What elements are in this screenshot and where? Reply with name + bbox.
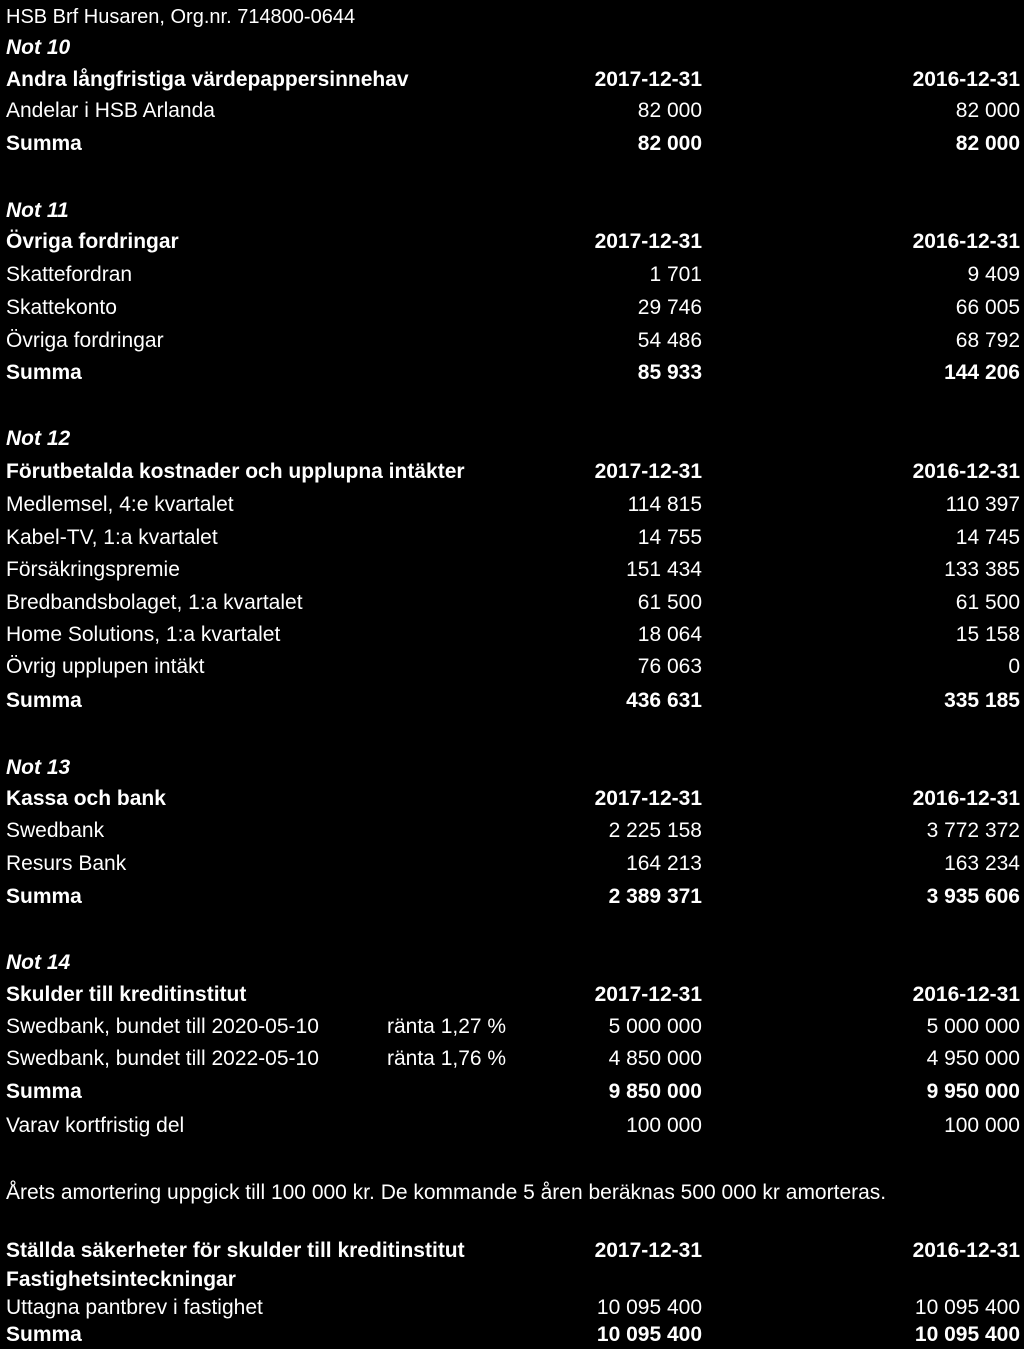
- table-row: [0, 524, 1024, 552]
- note14-total-row: [0, 1078, 1024, 1106]
- column-header-2016: 2016-12-31: [912, 460, 1020, 483]
- note12-label-row: [0, 425, 1024, 453]
- value-2016: 133 385: [944, 558, 1020, 581]
- value-2016: 5 000 000: [926, 1015, 1020, 1038]
- total-2016: 9 950 000: [926, 1080, 1020, 1103]
- total-2016: 335 185: [944, 689, 1020, 712]
- total-2017: 82 000: [637, 132, 702, 155]
- column-header-2017: 2017-12-31: [594, 68, 702, 91]
- value-2017: 114 815: [627, 493, 702, 516]
- table-row: [0, 621, 1024, 649]
- section-title: Ställda säkerheter för skulder till kreditinstitut: [6, 1239, 465, 1262]
- row-label: Resurs Bank: [6, 852, 127, 875]
- value-2016: 163 234: [944, 852, 1020, 875]
- value-2016: 82 000: [955, 99, 1020, 122]
- table-row: [0, 556, 1024, 584]
- note-title: Övriga fordringar: [6, 230, 179, 253]
- total-label: Summa: [6, 1323, 82, 1346]
- column-header-2016: 2016-12-31: [912, 1239, 1020, 1262]
- value-2017: 10 095 400: [596, 1296, 702, 1319]
- value-2016: 110 397: [945, 493, 1020, 516]
- row-label: Swedbank, bundet till 2020-05-10: [6, 1015, 319, 1038]
- note10-total-row: [0, 130, 1024, 158]
- note11-header-row: [0, 228, 1024, 256]
- total-label: Summa: [6, 689, 82, 712]
- column-header-2017: 2017-12-31: [594, 230, 702, 253]
- row-label: Övrig upplupen intäkt: [6, 655, 205, 678]
- table-row: [0, 1294, 1024, 1322]
- section-subtitle: Fastighetsinteckningar: [6, 1268, 236, 1291]
- row-label: Swedbank: [6, 819, 105, 842]
- note13-header-row: [0, 785, 1024, 813]
- value-2017: 5 000 000: [608, 1015, 702, 1038]
- interest-rate: ränta 1,76 %: [387, 1047, 507, 1070]
- table-row: [0, 1013, 1024, 1041]
- row-label: Skattefordran: [6, 263, 133, 286]
- value-2016: 0: [1008, 655, 1020, 678]
- note-title: Förutbetalda kostnader och upplupna intäkter: [6, 460, 465, 483]
- total-label: Summa: [6, 885, 82, 908]
- note12-header-row: [0, 458, 1024, 486]
- table-row: [0, 817, 1024, 845]
- value-2017: 61 500: [637, 591, 702, 614]
- note-title: Andra långfristiga värdepappersinnehav: [6, 68, 409, 91]
- row-label: Swedbank, bundet till 2022-05-10: [6, 1047, 319, 1070]
- total-2017: 85 933: [637, 361, 702, 384]
- row-label: Uttagna pantbrev i fastighet: [6, 1296, 263, 1319]
- table-row: [0, 850, 1024, 878]
- total-2016: 3 935 606: [926, 885, 1020, 908]
- value-2017: 100 000: [626, 1114, 702, 1137]
- row-label: Home Solutions, 1:a kvartalet: [6, 623, 281, 646]
- note-number: Not 11: [6, 199, 69, 222]
- table-row: [0, 653, 1024, 681]
- total-2017: 2 389 371: [608, 885, 702, 908]
- document-header: [0, 3, 1024, 31]
- table-row: [0, 1045, 1024, 1073]
- total-2016: 10 095 400: [914, 1323, 1020, 1346]
- total-2016: 144 206: [944, 361, 1020, 384]
- value-2016: 10 095 400: [914, 1296, 1020, 1319]
- note-title: Skulder till kreditinstitut: [6, 983, 247, 1006]
- column-header-2017: 2017-12-31: [594, 983, 702, 1006]
- table-row: [0, 261, 1024, 289]
- value-2017: 76 063: [637, 655, 702, 678]
- table-row: [0, 97, 1024, 125]
- value-2017: 164 213: [626, 852, 702, 875]
- column-header-2017: 2017-12-31: [594, 787, 702, 810]
- value-2016: 61 500: [955, 591, 1020, 614]
- row-label: Försäkringspremie: [6, 558, 180, 581]
- note-number: Not 13: [6, 756, 71, 779]
- column-header-2017: 2017-12-31: [594, 460, 702, 483]
- value-2017: 54 486: [637, 329, 702, 352]
- value-2016: 66 005: [955, 296, 1020, 319]
- row-label: Medlemsel, 4:e kvartalet: [6, 493, 234, 516]
- note13-total-row: [0, 883, 1024, 911]
- note-number: Not 14: [6, 951, 71, 974]
- note12-total-row: [0, 687, 1024, 715]
- total-label: Summa: [6, 1080, 82, 1103]
- table-row: [0, 589, 1024, 617]
- value-2017: 82 000: [637, 99, 702, 122]
- note14-label-row: [0, 949, 1024, 977]
- value-2016: 68 792: [955, 329, 1020, 352]
- row-label: Varav kortfristig del: [6, 1114, 185, 1137]
- note11-label-row: [0, 197, 1024, 225]
- short-term-row: [0, 1112, 1024, 1140]
- value-2017: 2 225 158: [608, 819, 702, 842]
- interest-rate: ränta 1,27 %: [387, 1015, 507, 1038]
- column-header-2016: 2016-12-31: [912, 983, 1020, 1006]
- row-label: Bredbandsbolaget, 1:a kvartalet: [6, 591, 303, 614]
- row-label: Andelar i HSB Arlanda: [6, 99, 215, 122]
- value-2017: 18 064: [637, 623, 702, 646]
- note10-label-row: [0, 34, 1024, 62]
- total-2017: 9 850 000: [608, 1080, 702, 1103]
- note-number: Not 12: [6, 427, 71, 450]
- note-title: Kassa och bank: [6, 787, 166, 810]
- total-2016: 82 000: [955, 132, 1020, 155]
- table-row: [0, 294, 1024, 322]
- column-header-2016: 2016-12-31: [912, 787, 1020, 810]
- value-2017: 1 701: [649, 263, 702, 286]
- pledged-header-row: [0, 1237, 1024, 1265]
- note11-total-row: [0, 359, 1024, 387]
- note13-label-row: [0, 754, 1024, 782]
- note10-header-row: [0, 66, 1024, 94]
- pledged-subtitle-row: [0, 1266, 1024, 1294]
- value-2017: 14 755: [637, 526, 702, 549]
- column-header-2016: 2016-12-31: [912, 230, 1020, 253]
- total-label: Summa: [6, 361, 82, 384]
- value-2016: 14 745: [955, 526, 1020, 549]
- value-2016: 100 000: [944, 1114, 1020, 1137]
- value-2017: 151 434: [626, 558, 702, 581]
- value-2016: 4 950 000: [926, 1047, 1020, 1070]
- value-2016: 9 409: [967, 263, 1020, 286]
- value-2016: 15 158: [955, 623, 1020, 646]
- row-label: Kabel-TV, 1:a kvartalet: [6, 526, 218, 549]
- row-label: Övriga fordringar: [6, 329, 164, 352]
- value-2017: 4 850 000: [608, 1047, 702, 1070]
- total-2017: 436 631: [626, 689, 702, 712]
- column-header-2017: 2017-12-31: [594, 1239, 702, 1262]
- total-2017: 10 095 400: [596, 1323, 702, 1346]
- value-2016: 3 772 372: [926, 819, 1020, 842]
- note-number: Not 10: [6, 36, 71, 59]
- organization-header: HSB Brf Husaren, Org.nr. 714800-0644: [6, 6, 356, 28]
- note14-header-row: [0, 981, 1024, 1009]
- table-row: [0, 491, 1024, 519]
- total-label: Summa: [6, 132, 82, 155]
- row-label: Skattekonto: [6, 296, 117, 319]
- amortization-paragraph: Årets amortering uppgick till 100 000 kr. De kommande 5 åren beräknas 500 000 kr amorteras.: [6, 1181, 887, 1204]
- table-row: [0, 327, 1024, 355]
- column-header-2016: 2016-12-31: [912, 68, 1020, 91]
- pledged-total-row: [0, 1321, 1024, 1349]
- value-2017: 29 746: [637, 296, 702, 319]
